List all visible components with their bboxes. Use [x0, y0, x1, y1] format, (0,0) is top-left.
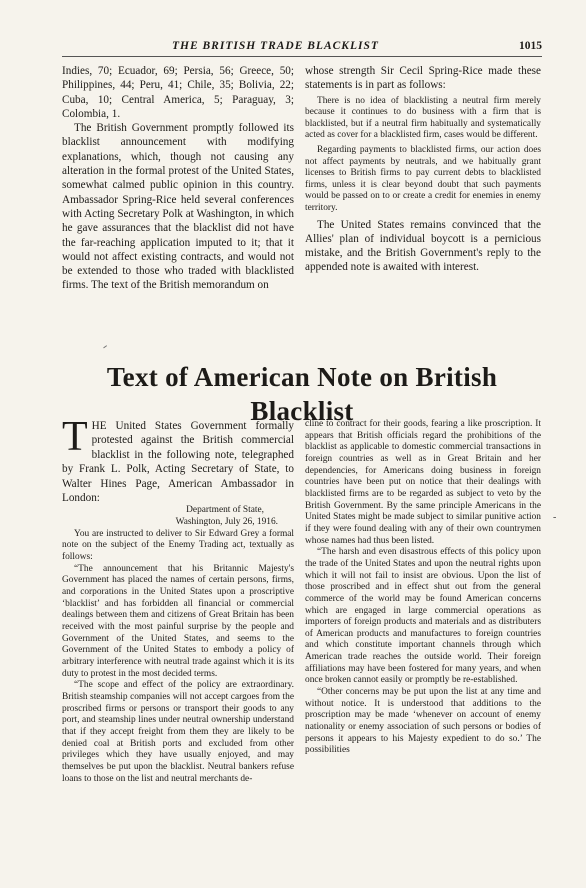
memorandum-quote-1: There is no idea of blacklisting a neutral firm merely because it continues to do business with a firm that is blacklisted, but if a neutral firm habitually and systematically acted as cover for a blacklisted firm, cases would be different. [305, 95, 541, 141]
drop-cap: T [62, 414, 88, 460]
memorandum-quote-2: Regarding payments to blacklisted firms, our action does not affect payments by neutrals, and we habitually grant licenses to British firms to pay current debts to blacklisted firms, unless it is clear beyond doubt that such payments would be passed on to or create a credit for enemies in enemy territory. [305, 144, 541, 213]
lead-paragraph: HE United States Government formally protested against the British commercial blacklist in the following note, telegraphed by Frank L. Polk, Acting Secretary of State, to Walter Hines Page, American Ambassador in London: [62, 420, 294, 505]
running-title: THE BRITISH TRADE BLACKLIST [172, 40, 379, 52]
article-left-column [62, 414, 294, 785]
top-right-column [305, 64, 541, 275]
article-right-column [305, 419, 541, 757]
page-number: 1015 [519, 40, 542, 52]
article-lead [62, 414, 294, 505]
country-counts-paragraph: Indies, 70; Ecuador, 69; Persia, 56; Greece, 50; Philippines, 44; Peru, 41; Chile, 35; Bolivia, 22; Cuba, 10; Central America, 5; Paraguay, 3; Colombia, 1. [62, 65, 294, 120]
note-paragraph-announcement: “The announcement that his Britannic Majesty's Government has placed the names of certain persons, firms, and corporations in the United States upon a proscriptive ‘blacklist’ and has forbidden all financial or commercial dealings between them and citizens of Great Britain has been received with the most painful surprise by the people and Government of the United States, and seems to the Government of the United States to embody a policy of arbitrary interference with neutral trade against which it is its duty to protest in the most decided terms. [62, 563, 294, 679]
note-paragraph-continuation: cline to contract for their goods, fearing a like proscription. It appears that British officials regard the prohibitions of the blacklist as applicable to domestic commercial transactions in foreign countries as well as in Great Britain and her dependencies, for Americans doing business in foreign countries have been put on notice that their dealings with blacklisted firms are to be regarded as subject to veto by the British Government. By the same principle Americans in the United States might be made subject to similar punitive action if they were found dealing with any of their own countrymen whose names had thus been listed. [305, 419, 541, 546]
british-explanations-paragraph: The British Government promptly followed its blacklist announcement with modifying explanations, which, though not causing any alteration in the formal protest of the United States, somewhat calmed public opinion in this country. Ambassador Spring-Rice held several conferences with Acting Secretary Polk at Washington, in which he gave assurances that the blacklist did not have the far-reaching application imputed to it; that it would not affect existing contracts, and would not be extended to those who traded with blacklisted firms. The text of the British memorandum on [62, 122, 294, 292]
note-paragraph-effects: “The harsh and even disastrous effects of this policy upon the trade of the United States and upon the neutral rights upon which it will not fail to insist are obvious. Upon the list of those proscribed and in effect shut out from the general commerce of the world may be found American concerns which are engaged in large commercial operations as importers of foreign products and materials and as distributers of American products and manufactures to foreign countries and which constitute important channels through which American trade reaches the outside world. Their foreign affiliations may have been fostered for many years, and when once broken cannot easily or promptly be re-established. [305, 547, 541, 686]
dateline-place-date: Washington, July 26, 1916. [175, 517, 278, 528]
dateline-department: Department of State, [186, 505, 264, 516]
scan-mark [103, 345, 109, 351]
top-left-column [62, 64, 294, 293]
us-position-paragraph: The United States remains convinced that the Allies' plan of individual boycott is a pernicious mistake, and the British Government's reply to the appended note is awaited with interest. [305, 218, 541, 274]
margin-mark: - [553, 512, 557, 523]
article-headline: Text of American Note on British Blacklist [106, 362, 498, 426]
memorandum-intro-paragraph: whose strength Sir Cecil Spring-Rice made these statements is in part as follows: [305, 65, 541, 92]
running-header [62, 40, 542, 57]
note-paragraph-scope: “The scope and effect of the policy are extraordinary. British steamship companies will not accept cargoes from the proscribed firms or persons or transport their goods to any port, and steamship lines under neutral ownership understand that if they accept freight from them they are likely to be denied coal at British ports and excluded from other privileges which they have usually enjoyed, and may themselves be put upon the blacklist. Neutral bankers refuse loans to those on the list and neutral merchants de- [62, 680, 294, 784]
instruction-paragraph: You are instructed to deliver to Sir Edward Grey a formal note on the subject of the Enemy Trading act, textually as follows: [62, 528, 294, 563]
note-paragraph-other-concerns: “Other concerns may be put upon the list at any time and without notice. It is understood that additions to the proscription may be made ‘whenever on account of enemy nationality or enemy association of such persons or bodies of persons it appears to his Majesty expedient to do so.’ The possibilities [305, 687, 541, 756]
